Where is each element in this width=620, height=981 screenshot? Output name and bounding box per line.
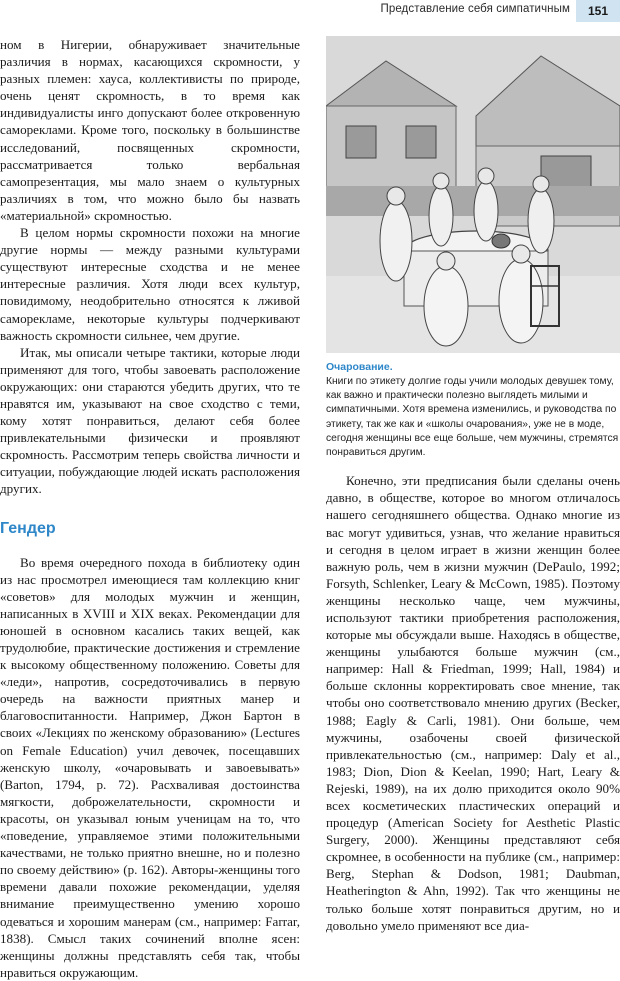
- paragraph: В целом нормы скромности похожи на многие другие нормы — между разными культурами существуют интересные сходства и не менее интересные различия. Хотя люди всех культур, повидимому, неодобрительно относятся к лживой саморекламе, некоторые культуры подчеркивают важность скромности сильнее, чем другие.: [0, 225, 300, 343]
- paragraph: Конечно, эти предписания были сделаны очень давно, в обществе, которое во многом отличалось нашего сегодняшнего общества. Однако многие из вас могут удивиться, узнав, что желание нравиться и сегодня в целом играет в жизни женщин более важную роль, чем в жизни мужчин (DePaulo, 1992; Forsyth, Schlenker, Leary & McCown, 1985). Поэтому женщины несколько чаще, чем мужчины, используют тактики приобретения расположения, которые мы обсуждали выше. Находясь в обществе, женщины улыбаются больше мужчин (см., например: Hall & Friedman, 1999; Hall, 1984) и больше склонны корректировать свое мнение, так чтобы оно соответствовало мнению других (Becker, 1988; Eagly & Carli, 1981). Они больше, чем мужчины, озабочены своей физической привлекательностью (см., например: Daly et al., 1983; Dion, Dion & Keelan, 1990; Hart, Leary & Rejeski, 1989), на их долю приходится около 90% всех косметических пластических операций и процедур (American Society for Aesthetic Plastic Surgery, 2000). Женщины представляют себя скромнее, в особенности на публике (см., например: Berg, Stephan & Dodson, 1981; Daubman, Heatherington & Ahn, 1992). Так что женщины не только больше хотят понравиться другим, но и довольно умело применяют все диа-: [326, 473, 620, 933]
- running-title: Представление себя симпатичным: [380, 3, 570, 15]
- right-column: [326, 36, 620, 934]
- figure-caption-title: Очарование.: [326, 361, 393, 373]
- left-column: [0, 36, 300, 981]
- paragraph: Итак, мы описали четыре тактики, которые люди применяют для того, чтобы завоевать расположение окружающих: они стараются убедить других, что те нравятся им, указывают на свое сходство с теми, кому хотят понравиться, делают себя более привлекательными физически и проявляют скромность. Рассмотрим теперь свойства личности и ситуации, побуждающие людей искать расположения других.: [0, 344, 300, 497]
- paragraph: Во время очередного похода в библиотеку один из нас просмотрел имеющиеся там коллекцию книг «советов» для молодых мужчин и женщин, написанных в XVIII и XIX веках. Рекомендации для юношей в основном касались таких вещей, как трудолюбие, практические достижения и стремление к высокому общественному положению. Советы для «леди», напротив, сосредоточивались в первую очередь на важности приятных манер и благовоспитанности. Например, Джон Бартон в своих «Лекциях по женскому образованию» (Lectures on Female Education) учил девочек, посещавших женскую школу, «очаровывать и завоевывать» (Barton, 1794, p. 72). Расхваливая достоинства мягкости, доброжелательности, скромности и красоты, он указывал юным ученицам на то, что «поведение, управляемое этими положительными качествами, не только приятно внешне, но и полезно по своему действию» (p. 162). Авторы-женщины того времени давали похожие рекомендации, уделяя внимание преимущественно умению хорошо одеваться и хорошим манерам (см., например: Farrar, 1838). Смысл таких сочинений вполне ясен: женщины должны представлять себя так, чтобы нравиться окружающим.: [0, 554, 300, 980]
- section-heading: Гендер: [0, 519, 56, 537]
- page-number: 151: [576, 0, 620, 22]
- tea-party-engraving: [326, 36, 620, 353]
- paragraph: ном в Нигерии, обнаруживает значительные различия в нормах, касающихся скромности, у разных племен: хауса, коллективисты по природе, очень ценят скромность, в то время как индивидуалисты инго допускают более откровенную самореклами. Кроме того, поскольку в большинстве исследований, посвященных скромности, рассматривается только вербальная самопрезентация, мы мало знаем о культурных различиях в том, что можно было бы назвать «материальной» скромностью.: [0, 37, 300, 223]
- tea-party-illustration: [326, 36, 620, 353]
- figure-caption-text: Книги по этикету долгие годы учили молодых девушек тому, как важно и практически полезно выглядеть милыми и симпатичными. Хотя времена изменились, и руководства по этикету, так же как и «школы очарования», уже не в моде, сегодня женщины все еще больше, чем мужчины, стремятся понравиться другим.: [326, 376, 619, 459]
- page-header: [0, 0, 620, 22]
